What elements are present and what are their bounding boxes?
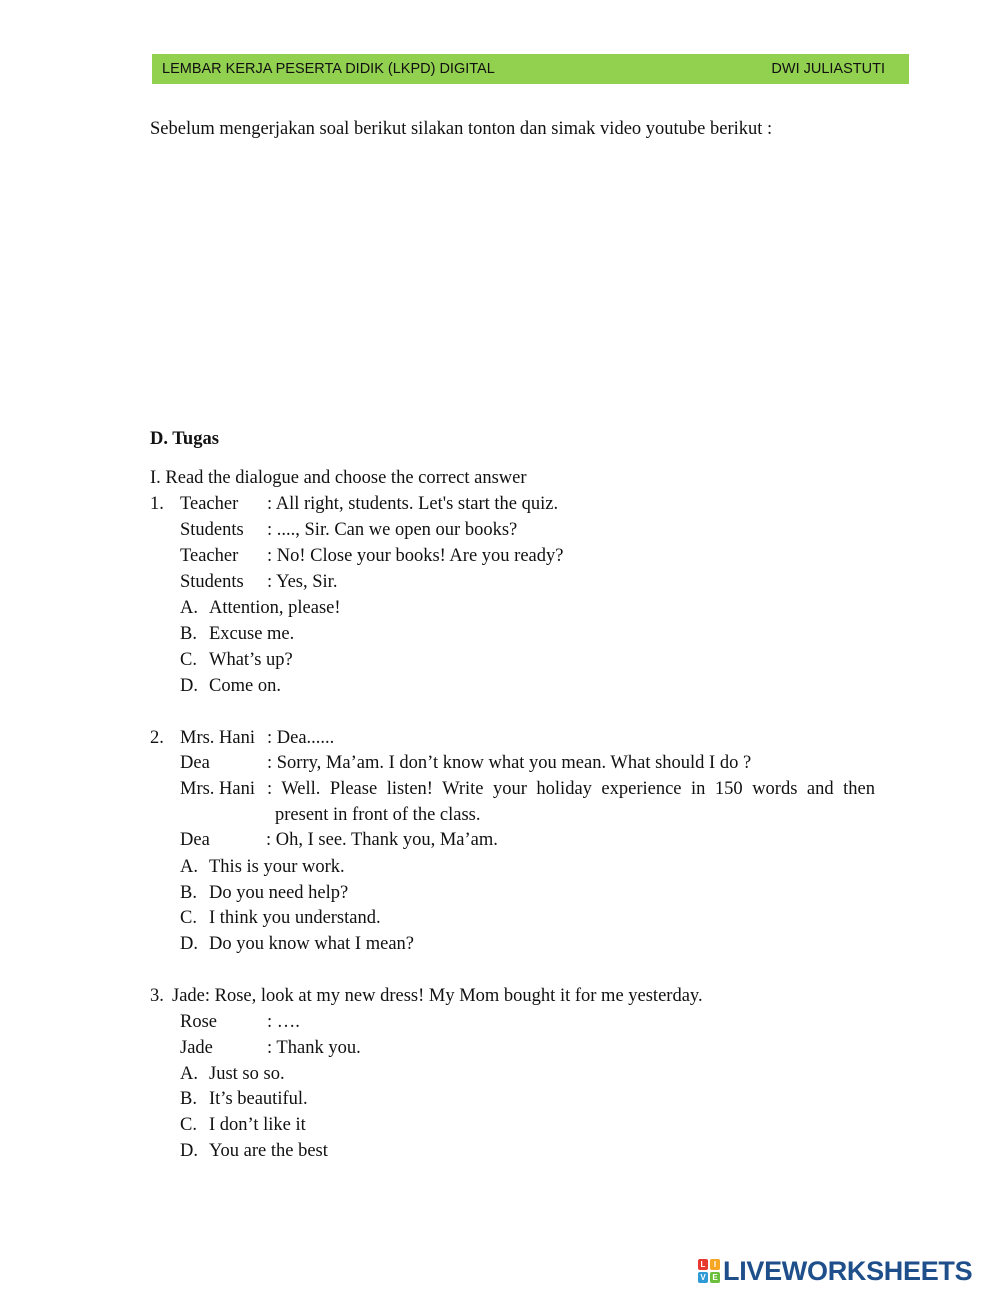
- section-title: D. Tugas: [150, 429, 219, 449]
- option-text: Attention, please!: [209, 598, 341, 618]
- option-text: Come on.: [209, 676, 281, 696]
- speaker: Jade: [180, 1038, 213, 1058]
- logo-block-e: E: [710, 1272, 720, 1283]
- logo-text: LIVEWORKSHEETS: [723, 1256, 973, 1286]
- video-placeholder[interactable]: [150, 150, 850, 410]
- option-text: This is your work.: [209, 857, 345, 877]
- dialogue-line: : Thank you.: [267, 1038, 361, 1058]
- instruction: I. Read the dialogue and choose the correct answer: [150, 468, 527, 488]
- option-text: Excuse me.: [209, 624, 295, 644]
- header-author: DWI JULIASTUTI: [771, 61, 885, 77]
- question-number: 3.: [150, 986, 164, 1006]
- option-text: Do you need help?: [209, 883, 349, 903]
- option-text: Just so so.: [209, 1064, 285, 1084]
- speaker: Teacher: [180, 546, 239, 566]
- question-number: 1.: [150, 494, 164, 514]
- speaker: Mrs. Hani: [180, 728, 256, 748]
- option-letter: D.: [180, 676, 198, 696]
- speaker: Mrs. Hani: [180, 779, 256, 799]
- option-letter: D.: [180, 1141, 198, 1161]
- option-letter: B.: [180, 624, 197, 644]
- dialogue-line: : Sorry, Ma’am. I don’t know what you mean. What should I do ?: [267, 753, 752, 773]
- logo-block-l: L: [698, 1259, 708, 1270]
- dialogue-line: : Well. Please listen! Write your holiday experience in 150 words and then: [267, 779, 875, 799]
- option-letter: A.: [180, 598, 198, 618]
- dialogue-line: : ….: [267, 1012, 300, 1032]
- logo-block-v: V: [698, 1272, 708, 1283]
- logo-block-i: I: [710, 1259, 720, 1270]
- option-letter: B.: [180, 1089, 197, 1109]
- question-number: 2.: [150, 728, 164, 748]
- header-bar: [152, 54, 909, 84]
- speaker: Students: [180, 520, 244, 540]
- dialogue-line: Jade: Rose, look at my new dress! My Mom bought it for me yesterday.: [172, 986, 703, 1006]
- option-letter: D.: [180, 934, 198, 954]
- option-text: You are the best: [209, 1141, 328, 1161]
- option-letter: A.: [180, 857, 198, 877]
- header-title: LEMBAR KERJA PESERTA DIDIK (LKPD) DIGITAL: [162, 61, 495, 77]
- liveworksheets-logo[interactable]: [698, 1256, 994, 1286]
- speaker: Dea: [180, 753, 210, 773]
- option-text: I think you understand.: [209, 908, 381, 928]
- dialogue-line-continued: present in front of the class.: [275, 805, 481, 825]
- option-text: Do you know what I mean?: [209, 934, 414, 954]
- speaker: Rose: [180, 1012, 217, 1032]
- speaker: Teacher: [180, 494, 239, 514]
- dialogue-line: : All right, students. Let's start the quiz.: [267, 494, 559, 514]
- option-letter: B.: [180, 883, 197, 903]
- option-letter: C.: [180, 650, 197, 670]
- option-text: I don’t like it: [209, 1115, 306, 1135]
- speaker: Students: [180, 572, 244, 592]
- speaker: Dea: [180, 830, 210, 850]
- option-text: What’s up?: [209, 650, 293, 670]
- dialogue-line: : ...., Sir. Can we open our books?: [267, 520, 518, 540]
- liveworksheets-logo-icon: [698, 1259, 720, 1283]
- dialogue-line: : Dea......: [267, 728, 335, 748]
- dialogue-line: : Oh, I see. Thank you, Ma’am.: [266, 830, 498, 850]
- option-letter: A.: [180, 1064, 198, 1084]
- option-letter: C.: [180, 1115, 197, 1135]
- option-letter: C.: [180, 908, 197, 928]
- option-text: It’s beautiful.: [209, 1089, 308, 1109]
- intro-text: Sebelum mengerjakan soal berikut silakan tonton dan simak video youtube berikut :: [150, 119, 773, 139]
- dialogue-line: : No! Close your books! Are you ready?: [267, 546, 564, 566]
- dialogue-line: : Yes, Sir.: [267, 572, 338, 592]
